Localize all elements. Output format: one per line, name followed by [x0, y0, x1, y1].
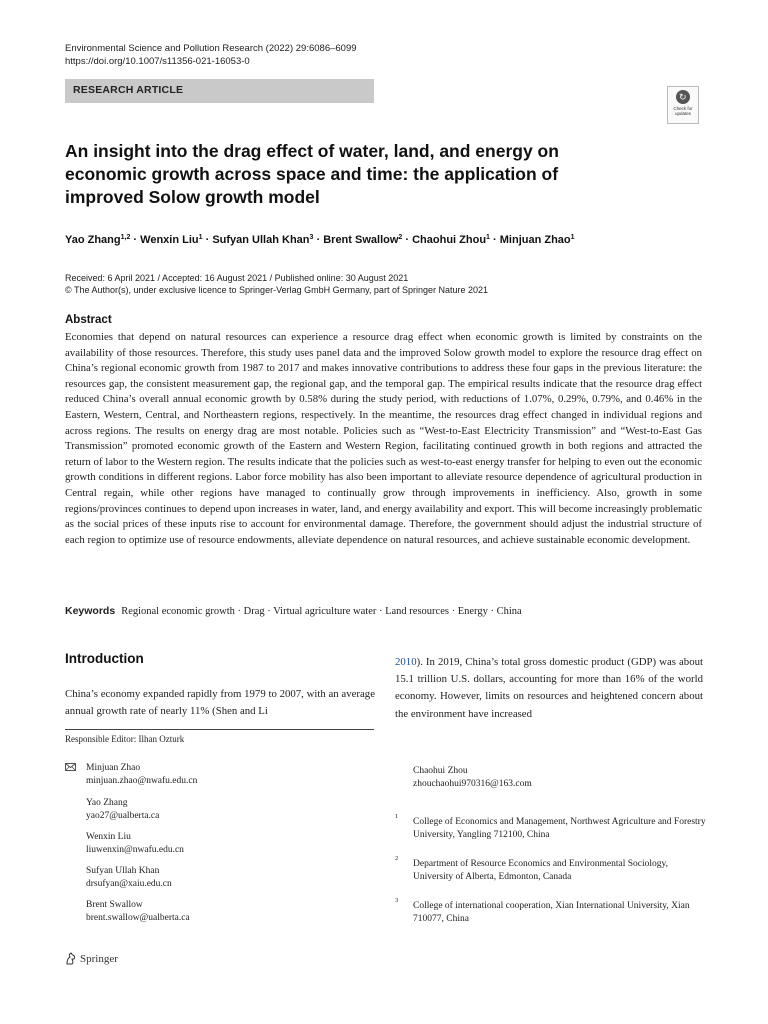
affiliation-entry: College of Economics and Management, Northwest Agriculture and Forestry University, Yangling 712100, China [413, 817, 706, 840]
affiliation-entry: Department of Resource Economics and Environmental Sociology, University of Alberta, Edmonton, Canada [413, 859, 669, 882]
footnote-divider [65, 729, 374, 730]
author-name[interactable]: Chaohui Zhou [412, 234, 487, 246]
affiliation-number: 1 [395, 813, 399, 820]
contact-entry [86, 899, 190, 925]
author-affiliation-marker: 1 [570, 234, 575, 241]
author-affiliation-marker: 1 [486, 234, 490, 241]
envelope-icon [65, 763, 76, 771]
author-name[interactable]: Yao Zhang [65, 234, 121, 246]
abstract-body: Economies that depend on natural resources can experience a resource drag effect when economic growth is limited by constraints on the availability of those resources. Therefore, this study uses panel data and the improved Solow growth model to explore the resource drag effect on China’s regional economic growth from 1987 to 2017 and makes innovative contributions to address these four gaps in the previous literature: the resources gap, the consistent measurement gap, the regional gap, and the temporal gap. The empirical results indicate that the resource drag effect reduced China’s overall annual economic growth by 0.58% during the study period, with reductions of 1.07%, 0.29%, 0.79%, and 0.46% in the Eastern, Western, Central, and Northeastern regions, respectively. In the meantime, the resources drag effect changed in individual regions and across regions. The results on energy drag are most notable. Policies such as “West-to-East Electricity Transmission” and “West-to-East Gas Transmission” promoted economic growth of the Eastern and Western Region, facilitating continued growth in both regions and attracted the return of labor to the Western region. The results indicate that the policies such as west-to-east energy transfer for helping to even out the economic growth conditions in different regions. Labor force mobility has also been important to alleviate resource dependence of agricultural production in Central regain, while other regions have managed to continually grow through improvements in inefficiency. Also, growth in some regions/provinces continues to depend upon increases in water, land, and energy availability and export. This will become increasingly problematic as the social prices of these inputs rise to account for environmental damage. Therefore, the government should adjust the industrial structure of each region to optimize use of resource endowments, alleviate dependence on natural resources, and achieve sustainable economic development. [65, 331, 702, 546]
doi-link[interactable]: https://doi.org/10.1007/s11356-021-16053-0 [65, 56, 250, 67]
publisher-footer [65, 952, 118, 965]
introduction-right-column [395, 654, 703, 723]
affiliation-entry: College of international cooperation, Xian International University, Xian 710077, China [413, 901, 690, 924]
author-name[interactable]: Minjuan Zhao [499, 234, 571, 246]
contact-entry [86, 797, 159, 823]
introduction-left-column: China’s economy expanded rapidly from 1979 to 2007, with an average annual growth rate of nearly 11% (Shen and Li [65, 688, 375, 717]
contact-name: Wenxin Liu [86, 832, 131, 842]
contact-email[interactable]: minjuan.zhao@nwafu.edu.cn [86, 776, 198, 786]
copyright-notice: © The Author(s), under exclusive licence to Springer-Verlag GmbH Germany, part of Springer Nature 2021 [65, 285, 488, 295]
contact-name: Brent Swallow [86, 900, 143, 910]
introduction-heading: Introduction [65, 651, 144, 666]
contact-entry [86, 831, 184, 857]
contact-name: Chaohui Zhou [413, 766, 468, 776]
publisher-name: Springer [80, 952, 118, 965]
contact-entry [86, 762, 197, 788]
article-type-bar [65, 79, 374, 103]
citation-link[interactable]: 2010 [395, 656, 417, 668]
author-affiliation-marker: 2 [398, 234, 403, 241]
check-updates-icon: ↻ [676, 90, 690, 104]
affiliation-number: 3 [395, 897, 399, 904]
keywords-list: Regional economic growth · Drag · Virtual agriculture water · Land resources · Energy · China [121, 606, 522, 617]
author-affiliation-marker: 1 [198, 234, 203, 241]
author-name[interactable]: Wenxin Liu [140, 234, 199, 246]
contact-email[interactable]: drsufyan@xaiu.edu.cn [86, 879, 172, 889]
contact-email[interactable]: yao27@ualberta.ca [86, 811, 160, 821]
contact-entry [413, 765, 532, 791]
contact-email[interactable]: zhouchaohui970316@163.com [413, 779, 532, 789]
affiliation-number: 2 [395, 855, 399, 862]
author-list: Yao Zhang$^{1,2}$ · Wenxin Liu$^1$ · Sufyan Ullah Khan$^3$ · Brent Swallow$^2$ · Chaohui Zhou$^1$ · Minjuan Zhao$^1$ [65, 234, 575, 246]
author-affiliation-marker: 1,2 [120, 234, 131, 241]
contact-email[interactable]: brent.swallow@ualberta.ca [86, 913, 190, 923]
keywords-label: Keywords [65, 605, 116, 617]
contact-entry [86, 865, 172, 891]
abstract-heading: Abstract [65, 314, 112, 326]
author-name[interactable]: Brent Swallow [323, 234, 399, 246]
check-for-updates-badge[interactable] [667, 86, 699, 124]
article-type-label: RESEARCH ARTICLE [73, 84, 184, 96]
check-updates-label: Check for updates [673, 106, 693, 116]
contact-name: Yao Zhang [86, 798, 128, 808]
contact-email[interactable]: liuwenxin@nwafu.edu.cn [86, 845, 184, 855]
author-affiliation-marker: 3 [309, 234, 314, 241]
journal-citation: Environmental Science and Pollution Research (2022) 29:6086–6099 [65, 43, 357, 54]
publication-dates: Received: 6 April 2021 / Accepted: 16 August 2021 / Published online: 30 August 2021 [65, 273, 409, 283]
contact-name: Sufyan Ullah Khan [86, 866, 160, 876]
introduction-right-text: ). In 2019, China’s total gross domestic product (GDP) was about 15.1 trillion U.S. dollars, accounting for more than 16% of the world economy. However, limits on resources and heightened concern about the environment have increased [395, 656, 703, 720]
article-title: An insight into the drag effect of water, land, and energy on economic growth across space and time: the application of improved Solow growth model [65, 141, 559, 207]
springer-horse-icon [65, 952, 77, 965]
author-name[interactable]: Sufyan Ullah Khan [212, 234, 310, 246]
contact-name: Minjuan Zhao [86, 763, 141, 773]
responsible-editor: Responsible Editor: Ilhan Ozturk [65, 734, 185, 744]
keywords-line [65, 604, 705, 619]
